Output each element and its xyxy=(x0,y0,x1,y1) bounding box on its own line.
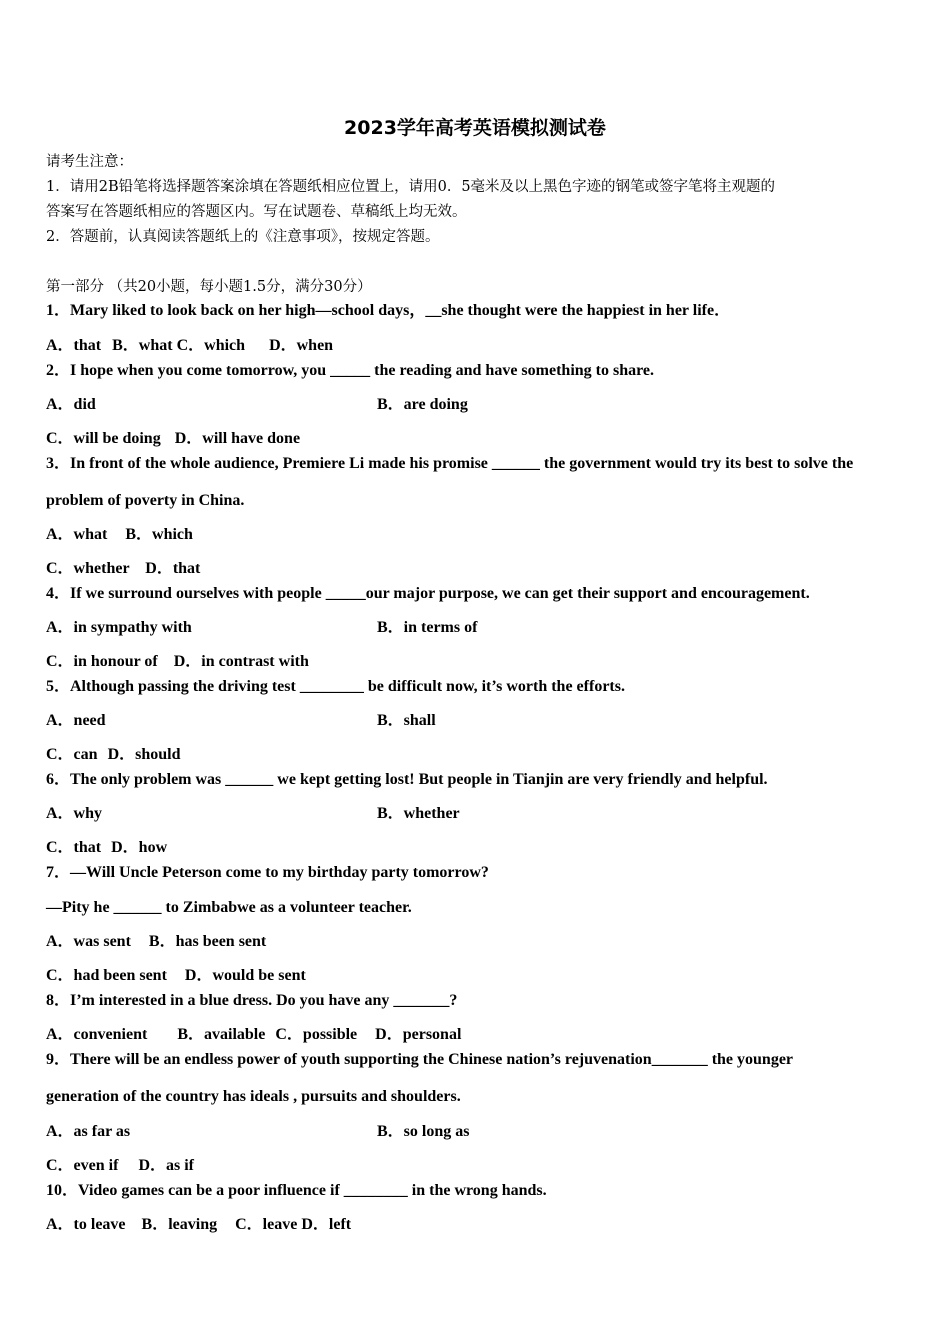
option-c: C．possible xyxy=(275,1026,358,1043)
question-3-stem-cont: problem of poverty in China. xyxy=(46,492,245,509)
option-c: C．in honour of xyxy=(46,653,158,670)
question-9-options-cd xyxy=(46,1156,194,1176)
question-9-stem: 9．There will be an endless power of youth supporting the Chinese nation’s rejuvenation_______ the younger xyxy=(46,1051,794,1068)
question-4-stem: 4．If we surround ourselves with people _____our major purpose, we can get their support and encouragement. xyxy=(46,585,810,602)
option-a: A．what xyxy=(46,526,108,543)
option-d: D．as if xyxy=(138,1157,194,1174)
option-a: A．in sympathy with xyxy=(46,619,192,636)
option-d: D．will have done xyxy=(174,430,301,447)
question-1-stem: 1．Mary liked to look back on her high—school days，__she thought were the happiest in her life． xyxy=(46,302,731,319)
page-title: 2023学年高考英语模拟测试卷 xyxy=(344,117,606,139)
question-2-options-cd xyxy=(46,429,300,449)
question-7-stem-cont: —Pity he ______ to Zimbabwe as a volunteer teacher. xyxy=(46,899,412,916)
question-2-stem: 2．I hope when you come tomorrow, you _____ the reading and have something to share. xyxy=(46,362,655,379)
question-7-options-ab xyxy=(46,932,266,952)
option-b: B．has been sent xyxy=(148,933,267,950)
question-9-stem-cont: generation of the country has ideals , pursuits and shoulders. xyxy=(46,1088,461,1105)
question-3-options-cd xyxy=(46,559,200,579)
option-b: B．in terms of xyxy=(377,619,478,636)
question-10-stem: 10．Video games can be a poor influence if ________ in the wrong hands. xyxy=(46,1182,547,1199)
option-b: B．shall xyxy=(377,712,436,729)
question-4-options-cd xyxy=(46,652,309,672)
option-d: D．in contrast with xyxy=(173,653,309,670)
question-8-options xyxy=(46,1025,461,1045)
option-a: A．to leave xyxy=(46,1216,126,1233)
question-5-stem: 5．Although passing the driving test ________ be difficult now, it’s worth the efforts. xyxy=(46,678,625,695)
option-b: B．whether xyxy=(377,805,460,822)
question-3-stem: 3．In front of the whole audience, Premiere Li made his promise ______ the government would try its best to solve the xyxy=(46,455,854,472)
option-c: C．that xyxy=(46,839,102,856)
question-8-stem: 8．I’m interested in a blue dress. Do you have any _______? xyxy=(46,992,458,1009)
option-c: C．whether xyxy=(46,560,130,577)
notice-line-1: 1．请用2B铅笔将选择题答案涂填在答题纸相应位置上，请用0．5毫米及以上黑色字迹的钢笔或签字笔将主观题的 xyxy=(46,179,776,195)
option-a: A．convenient xyxy=(46,1026,148,1043)
option-b: B．which xyxy=(125,526,193,543)
notice-heading: 请考生注意： xyxy=(46,154,133,170)
question-3-options-ab xyxy=(46,525,193,545)
question-1-options xyxy=(46,336,333,356)
option-c: C．leave xyxy=(235,1216,298,1233)
option-c: C．which xyxy=(176,337,246,354)
question-6-options-cd xyxy=(46,838,167,858)
option-c: C．will be doing xyxy=(46,430,161,447)
question-6-stem: 6．The only problem was ______ we kept getting lost! But people in Tianjin are very friendly and helpful. xyxy=(46,771,768,788)
option-d: D．how xyxy=(111,839,168,856)
option-d: D．left xyxy=(301,1216,352,1233)
option-b: B．available xyxy=(177,1026,266,1043)
question-10-options xyxy=(46,1215,351,1235)
option-b: B．what xyxy=(112,337,173,354)
question-5-options-cd xyxy=(46,745,181,765)
question-7-options-cd xyxy=(46,966,306,986)
notice-line-2: 答案写在答题纸相应的答题区内。写在试题卷、草稿纸上均无效。 xyxy=(46,204,467,220)
option-d: D．that xyxy=(145,560,201,577)
option-d: D．personal xyxy=(375,1026,462,1043)
option-a: A．as far as xyxy=(46,1123,131,1140)
option-d: D．would be sent xyxy=(184,967,306,984)
option-b: B．are doing xyxy=(377,396,468,413)
option-a: A．did xyxy=(46,396,96,413)
notice-line-3: 2．答题前，认真阅读答题纸上的《注意事项》，按规定答题。 xyxy=(46,229,440,245)
option-c: C．can xyxy=(46,746,98,763)
option-d: D．should xyxy=(107,746,181,763)
option-a: A．need xyxy=(46,712,106,729)
option-a: A．that xyxy=(46,337,102,354)
question-7-stem: 7．—Will Uncle Peterson come to my birthday party tomorrow? xyxy=(46,864,489,881)
option-b: B．leaving xyxy=(141,1216,218,1233)
option-b: B．so long as xyxy=(377,1123,470,1140)
option-d: D．when xyxy=(269,337,334,354)
section-heading: 第一部分 （共20小题，每小题1.5分，满分30分） xyxy=(46,279,372,295)
option-c: C．had been sent xyxy=(46,967,167,984)
option-c: C．even if xyxy=(46,1157,119,1174)
option-a: A．was sent xyxy=(46,933,131,950)
option-a: A．why xyxy=(46,805,103,822)
